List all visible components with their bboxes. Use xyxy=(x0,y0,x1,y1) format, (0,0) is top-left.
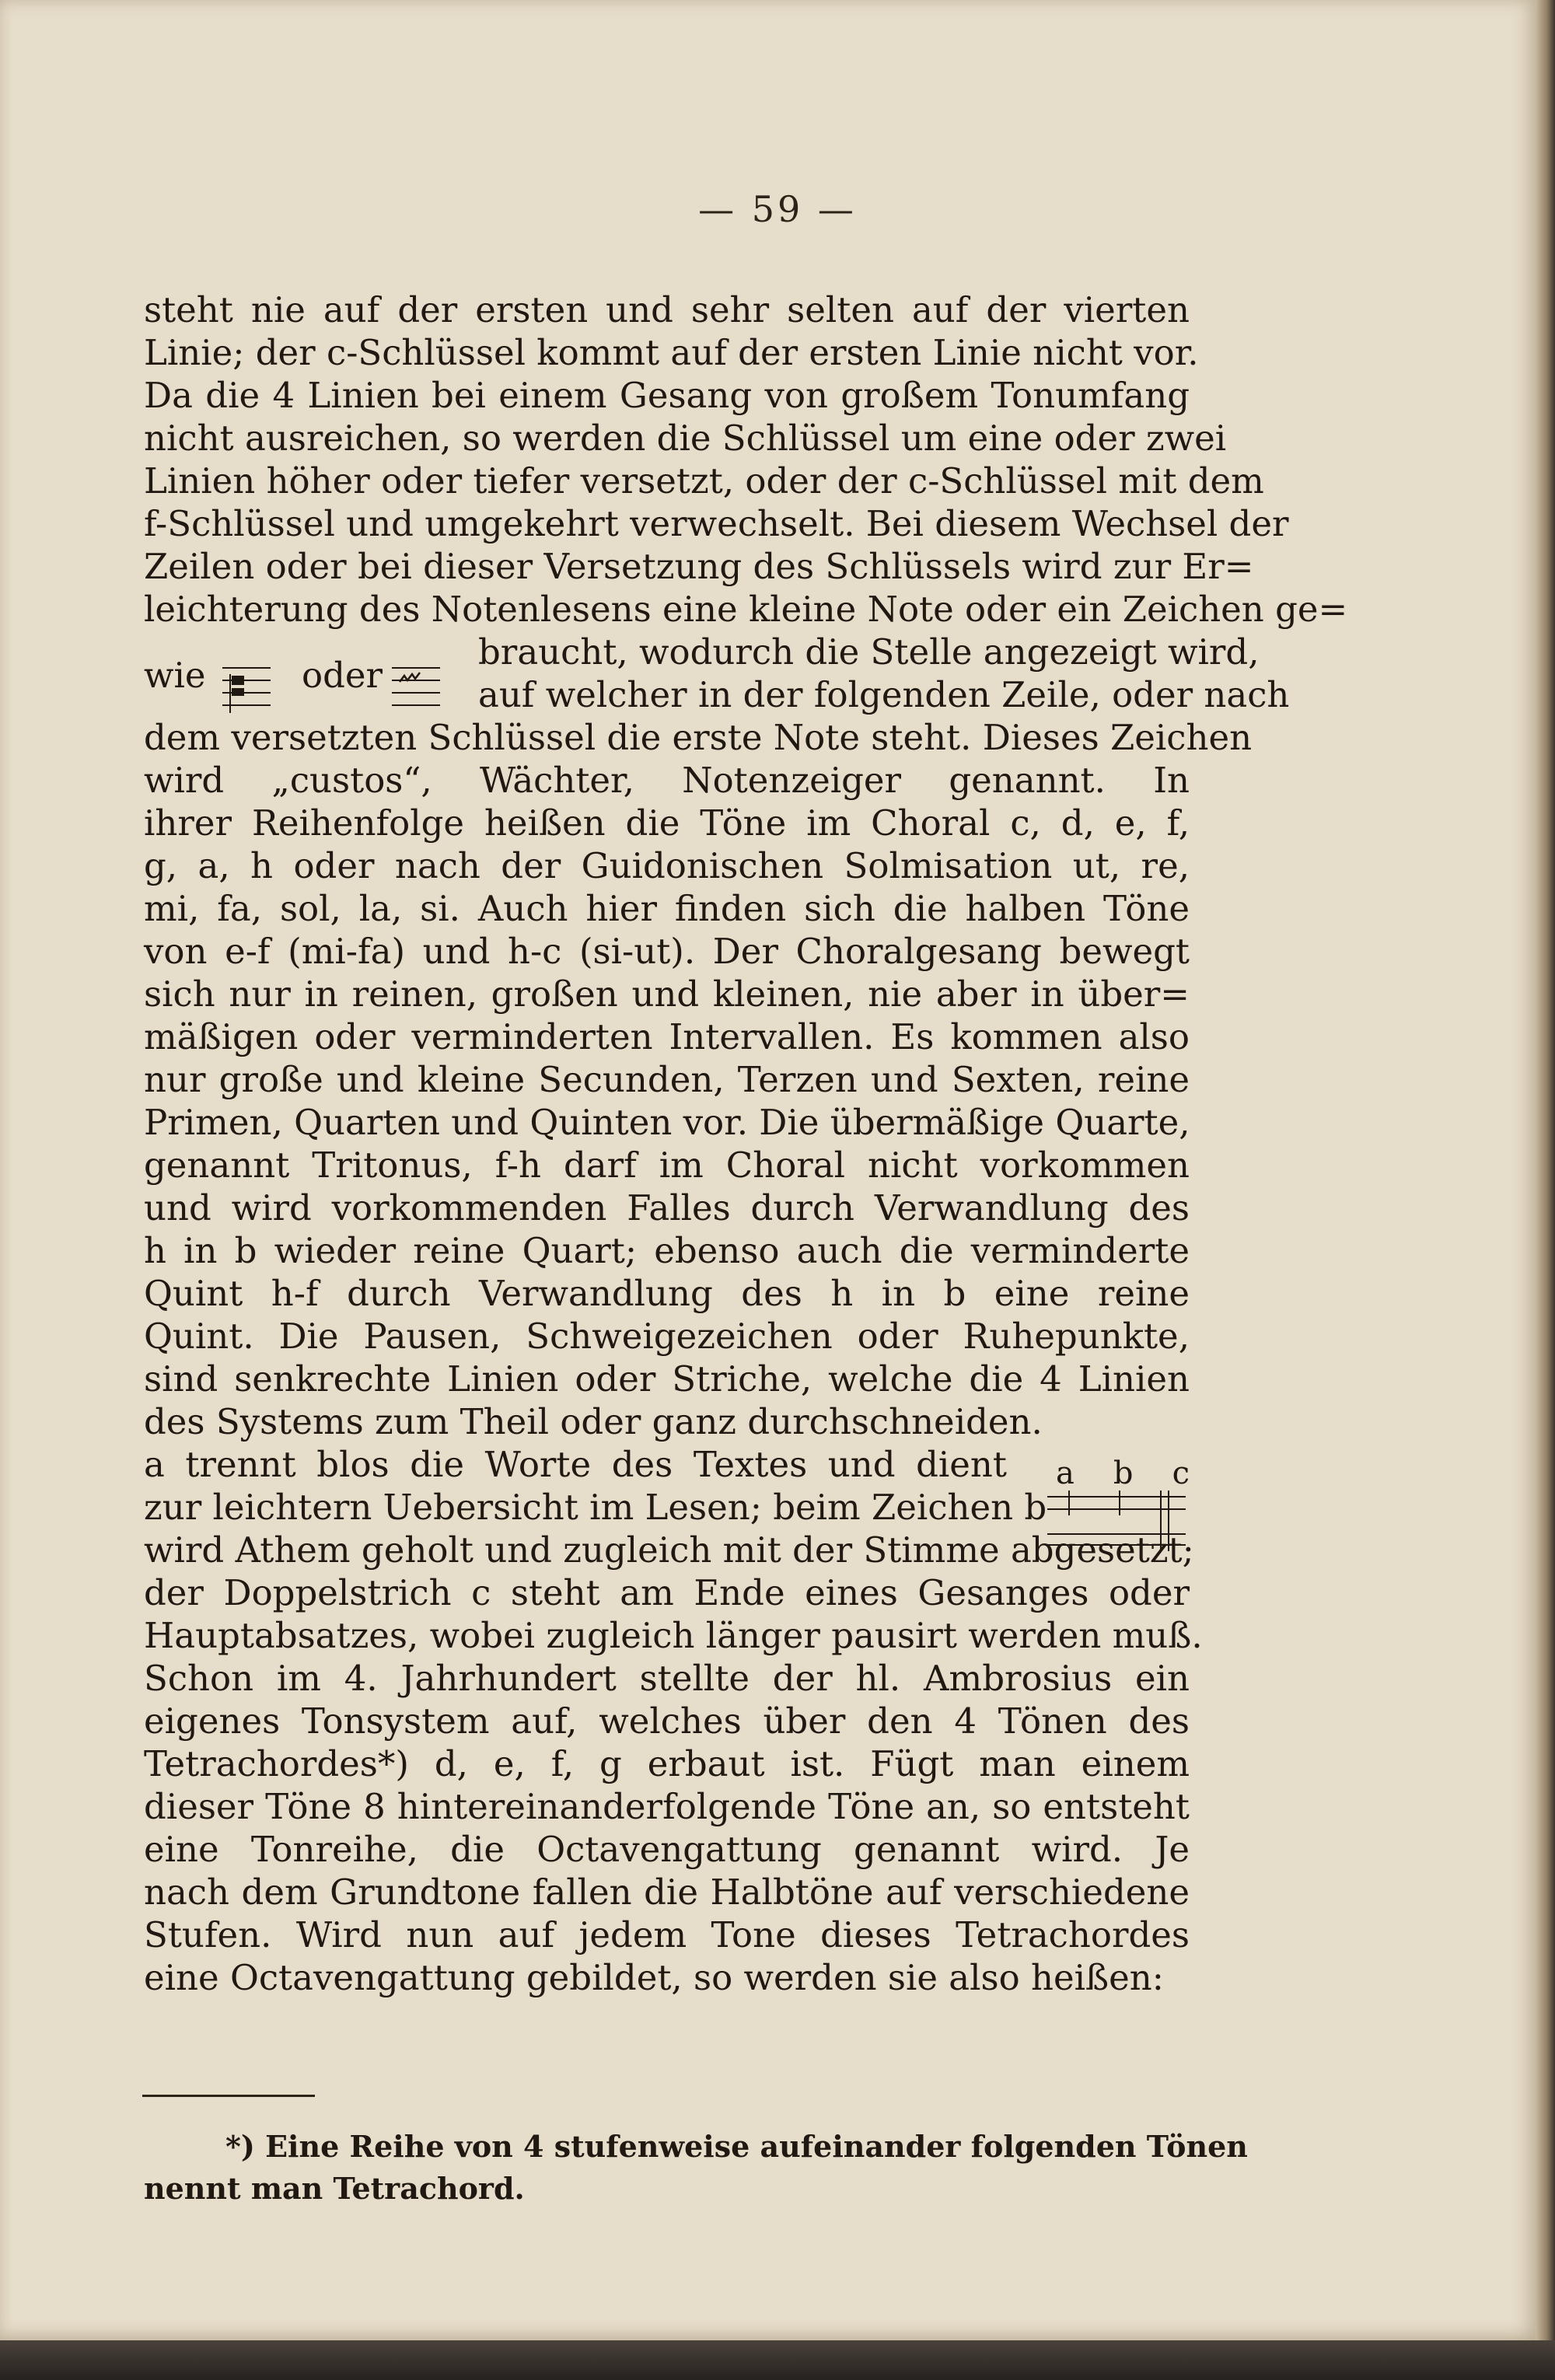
page-edge-right xyxy=(1536,0,1555,2380)
inline-word-wie: wie xyxy=(144,655,206,696)
text-line: Schon im 4. Jahrhundert stellte der hl. Ambrosius ein xyxy=(144,1658,1190,1699)
text-line: Zeilen oder bei dieser Versetzung des Schlüssels wird zur Er= xyxy=(144,546,1254,587)
text-line: sind senkrechte Linien oder Striche, welche die 4 Linien xyxy=(144,1358,1190,1400)
text-line: nach dem Grundtone fallen die Halbtöne auf verschiedene xyxy=(144,1871,1190,1913)
text-line: mi, fa, sol, la, si. Auch hier finden sich die halben Töne xyxy=(144,888,1190,929)
text-line: sich nur in reinen, großen und kleinen, nie aber in über= xyxy=(144,973,1190,1015)
text-line: steht nie auf der ersten und sehr selten auf der vierten xyxy=(144,289,1190,330)
text-line: eine Tonreihe, die Octavengattung genannt wird. Je xyxy=(144,1829,1190,1870)
footnote-divider xyxy=(142,2095,315,2097)
page-number: — 59 — xyxy=(698,188,857,230)
text-line: h in b wieder reine Quart; ebenso auch die verminderte xyxy=(144,1230,1190,1271)
footnote-line: *) Eine Reihe von 4 stufenweise aufeinander folgenden Tönen xyxy=(225,2129,1248,2164)
text-line: leichterung des Notenlesens eine kleine Note oder ein Zeichen ge= xyxy=(144,589,1348,630)
rest-example-labels xyxy=(1056,1454,1190,1493)
text-line: zur leichtern Uebersicht im Lesen; beim Zeichen b xyxy=(144,1487,1047,1528)
text-line: wird „custos“, Wächter, Notenzeiger genannt. In xyxy=(144,760,1190,801)
text-line: genannt Tritonus, f-h darf im Choral nicht vorkommen xyxy=(144,1145,1190,1186)
text-line: braucht, wodurch die Stelle angezeigt wird, xyxy=(478,631,1260,673)
text-line: Quint. Die Pausen, Schweigezeichen oder Ruhepunkte, xyxy=(144,1316,1190,1357)
text-line: auf welcher in der folgenden Zeile, oder nach xyxy=(478,674,1290,715)
text-line: Primen, Quarten und Quinten vor. Die übermäßige Quarte, xyxy=(144,1102,1190,1143)
text-line: ihrer Reihenfolge heißen die Töne im Choral c, d, e, f, xyxy=(144,802,1190,844)
text-line: eine Octavengattung gebildet, so werden sie also heißen: xyxy=(144,1957,1164,1998)
text-line: Stufen. Wird nun auf jedem Tone dieses Tetrachordes xyxy=(144,1914,1190,1955)
text-line: dieser Töne 8 hintereinanderfolgende Töne an, so entsteht xyxy=(144,1786,1190,1827)
text-line: und wird vorkommenden Falles durch Verwandlung des xyxy=(144,1187,1190,1228)
text-line: Hauptabsatzes, wobei zugleich länger pausirt werden muß. xyxy=(144,1615,1203,1656)
text-line: Tetrachordes*) d, e, f, g erbaut ist. Fügt man einem xyxy=(144,1743,1190,1784)
text-line: nur große und kleine Secunden, Terzen und Sexten, reine xyxy=(144,1059,1190,1100)
text-line: g, a, h oder nach der Guidonischen Solmisation ut, re, xyxy=(144,845,1190,886)
rest-label-c: c xyxy=(1172,1456,1190,1491)
rest-label-b: b xyxy=(1113,1456,1134,1491)
footnote-line: nennt man Tetrachord. xyxy=(144,2171,525,2206)
text-line: eigenes Tonsystem auf, welches über den 4 Tönen des xyxy=(144,1700,1190,1742)
text-line: mäßigen oder verminderten Intervallen. Es kommen also xyxy=(144,1016,1190,1057)
text-line: von e-f (mi-fa) und h-c (si-ut). Der Choralgesang bewegt xyxy=(144,931,1190,972)
text-line: der Doppelstrich c steht am Ende eines Gesanges oder xyxy=(144,1572,1190,1613)
text-line: Quint h-f durch Verwandlung des h in b eine reine xyxy=(144,1273,1190,1314)
inline-word-oder: oder xyxy=(302,655,383,696)
text-line: Linien höher oder tiefer versetzt, oder der c-Schlüssel mit dem xyxy=(144,460,1264,502)
text-line: dem versetzten Schlüssel die erste Note steht. Dieses Zeichen xyxy=(144,717,1253,758)
text-line: Da die 4 Linien bei einem Gesang von großem Tonumfang xyxy=(144,375,1190,416)
text-line: wird Athem geholt und zugleich mit der Stimme abgesetzt; xyxy=(144,1529,1194,1571)
text-line: des Systems zum Theil oder ganz durchschneiden. xyxy=(144,1401,1043,1442)
custos-sign-icon xyxy=(389,657,443,713)
text-line: a trennt blos die Worte des Textes und dient xyxy=(144,1444,1007,1485)
page-edge-bottom xyxy=(0,2340,1555,2380)
text-line: f-Schlüssel und umgekehrt verwechselt. Bei diesem Wechsel der xyxy=(144,503,1289,544)
text-line: nicht ausreichen, so werden die Schlüssel um eine oder zwei xyxy=(144,418,1227,459)
rest-label-a: a xyxy=(1056,1456,1075,1491)
text-line: Linie; der c-Schlüssel kommt auf der ersten Linie nicht vor. xyxy=(144,332,1199,373)
custos-clef-c-icon xyxy=(219,657,274,713)
